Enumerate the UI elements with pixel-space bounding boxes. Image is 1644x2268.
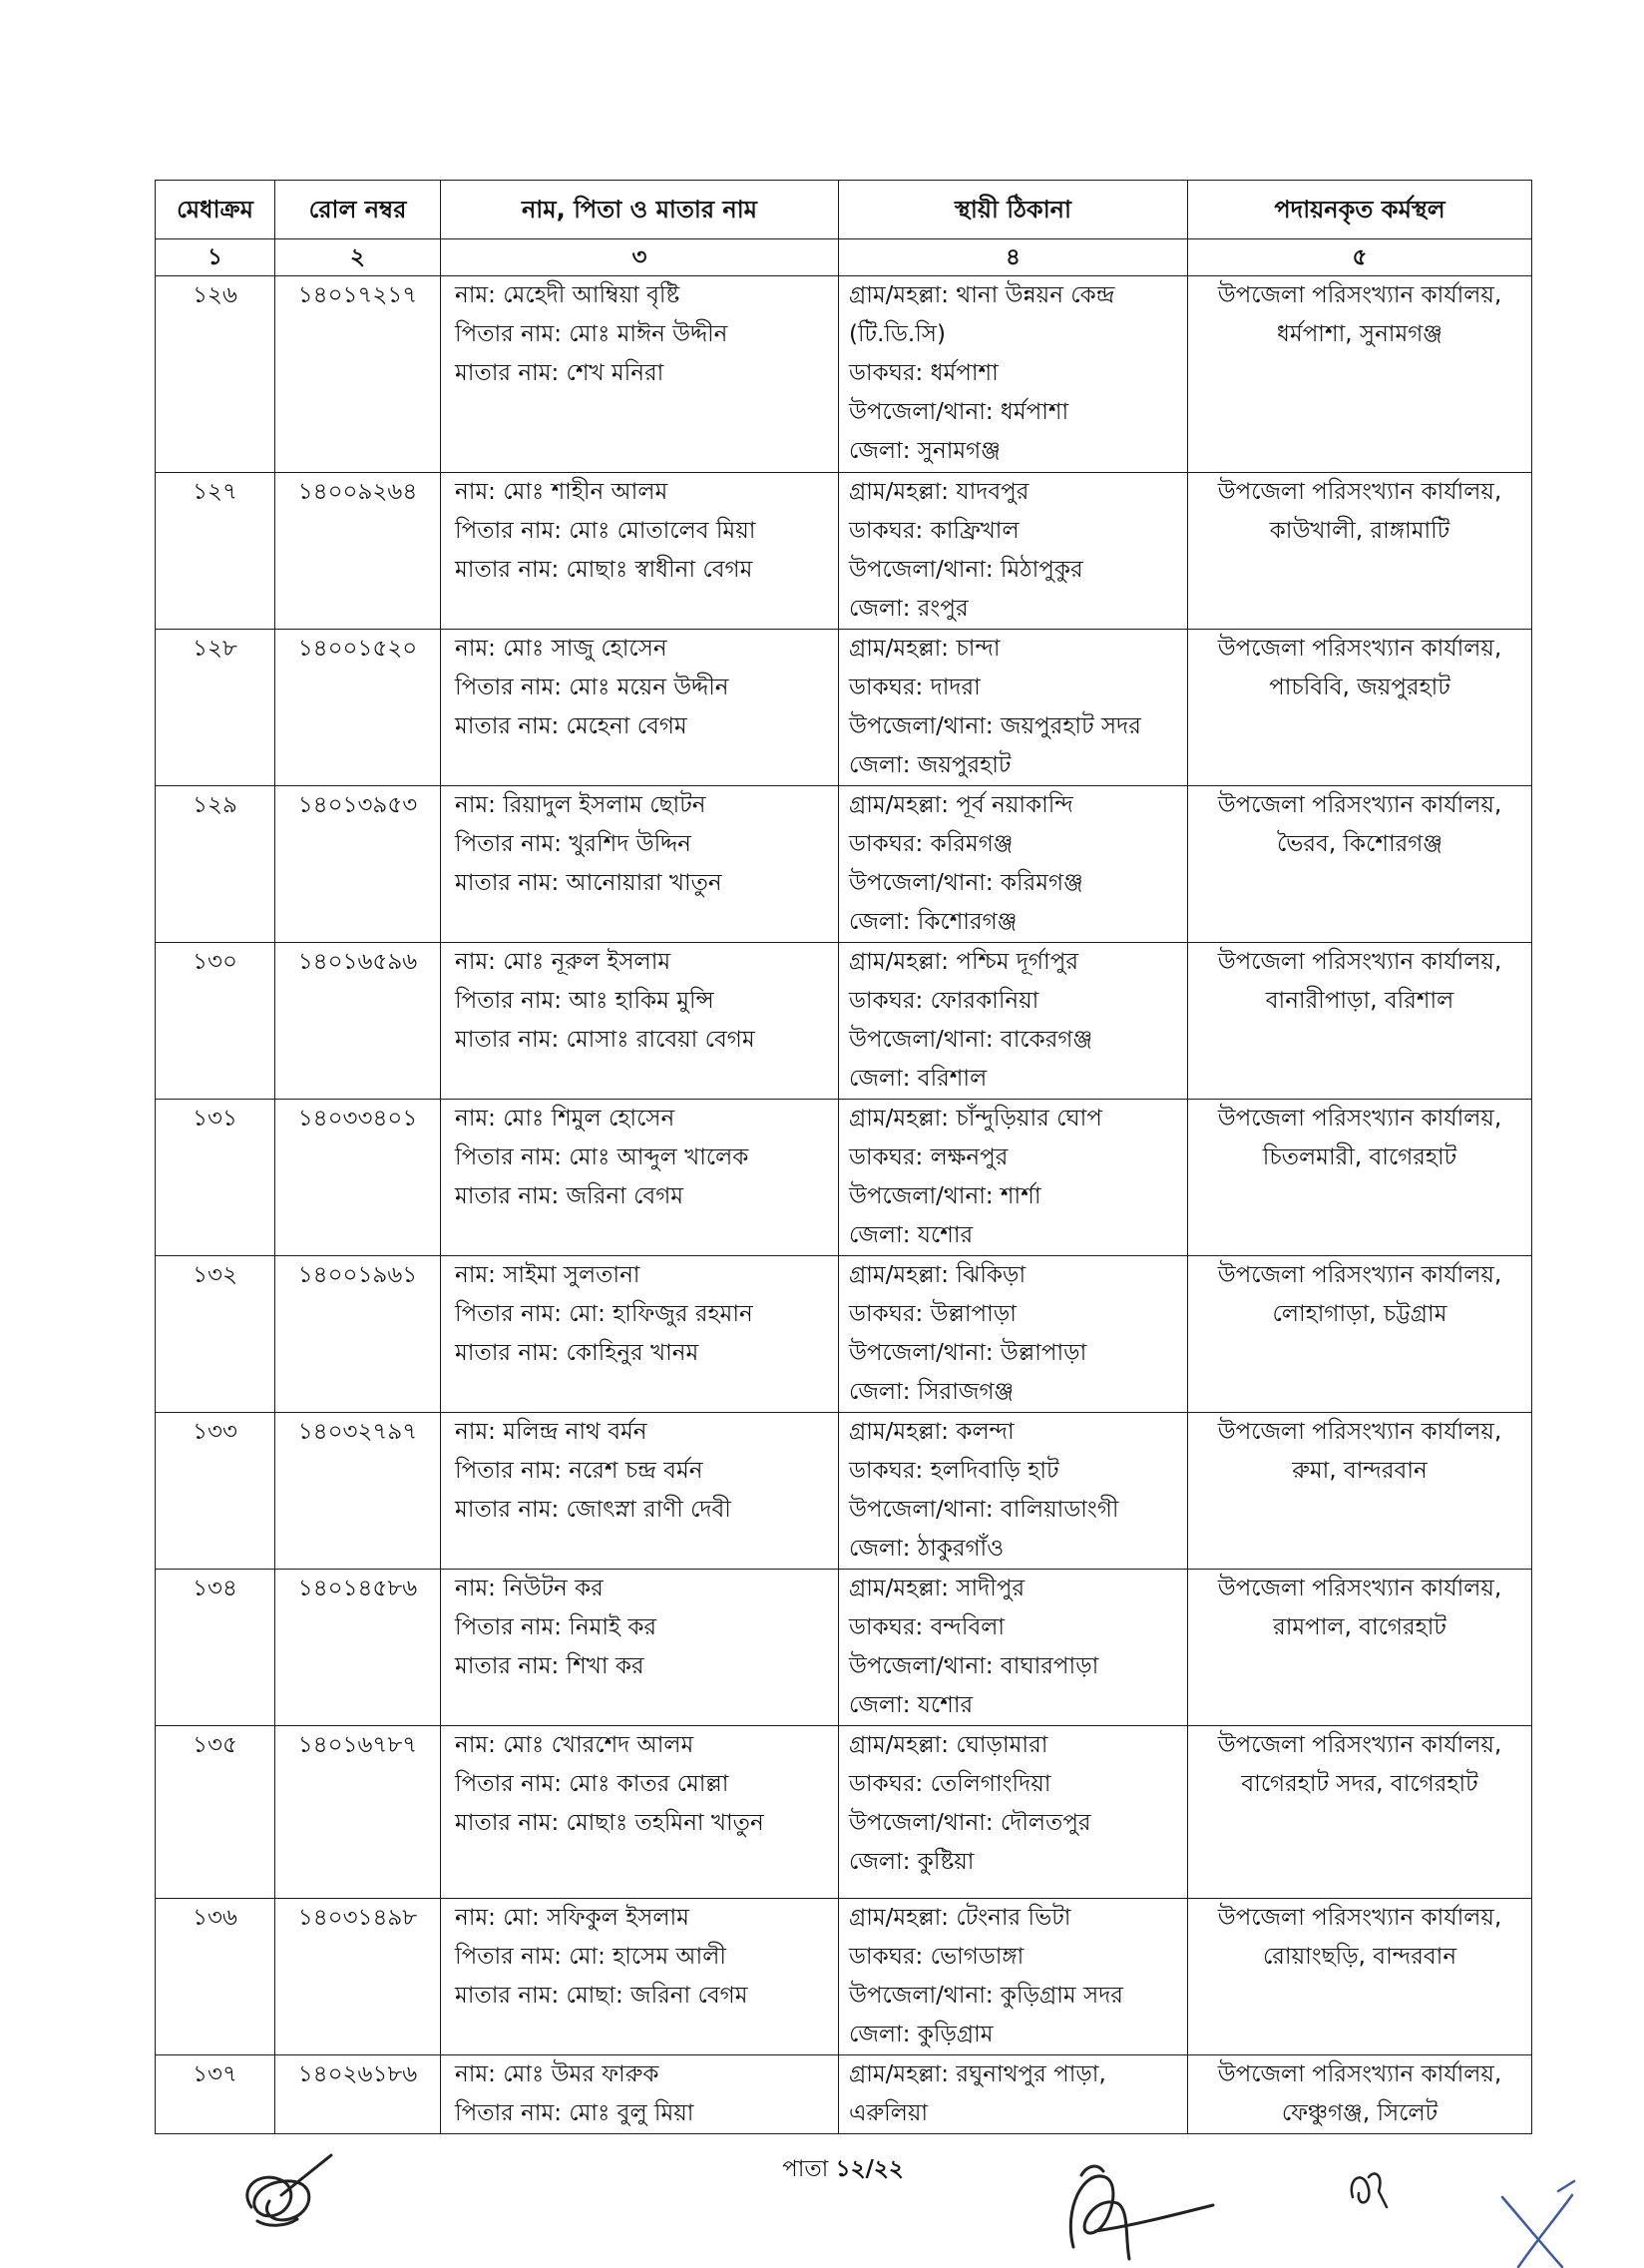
posting-line: লোহাগাড়া, চট্টগ্রাম xyxy=(1272,1301,1447,1327)
table-row xyxy=(156,943,1532,1100)
names-cell xyxy=(441,473,839,630)
merit-cell xyxy=(156,943,275,1100)
mother-name: মাতার নাম: আনোয়ারা খাতুন xyxy=(455,870,722,896)
mother-name: মাতার নাম: মোসাঃ রাবেয়া বেগম xyxy=(455,1027,755,1053)
table-row xyxy=(156,630,1532,786)
posting-cell xyxy=(1188,786,1532,943)
mother-name: মাতার নাম: শেখ মনিরা xyxy=(455,360,664,386)
posting-line: রামপাল, বাগেরহাট xyxy=(1273,1614,1446,1640)
address-cell xyxy=(839,786,1188,943)
mother-name: মাতার নাম: কোহিনুর খানম xyxy=(455,1340,699,1366)
table-row xyxy=(156,1100,1532,1256)
address-line: উপজেলা/থানা: শার্শা xyxy=(849,1183,1041,1209)
address-line: গ্রাম/মহল্লা: যাদবপুর xyxy=(849,479,1029,505)
names-cell xyxy=(441,276,839,473)
merit-cell xyxy=(156,1570,275,1726)
merit-position: ১২৯ xyxy=(193,792,237,818)
roll-number: ১৪০০৯২৬৪ xyxy=(297,479,418,505)
column-number-2: ২ xyxy=(275,239,441,276)
address-line: ডাকঘর: বন্দবিলা xyxy=(849,1614,1006,1640)
father-name: পিতার নাম: নিমাই কর xyxy=(455,1614,657,1640)
merit-cell xyxy=(156,1413,275,1570)
signatures xyxy=(0,2135,1644,2268)
merit-position: ১২৭ xyxy=(193,479,237,505)
posting-cell xyxy=(1188,276,1532,473)
posting-line: উপজেলা পরিসংখ্যান কার্যালয়, xyxy=(1217,636,1502,662)
address-line: ডাকঘর: হলদিবাড়ি হাট xyxy=(849,1458,1059,1484)
mother-name: মাতার নাম: মোছা: জরিনা বেগম xyxy=(455,1983,748,2009)
address-line: গ্রাম/মহল্লা: পূর্ব নয়াকান্দি xyxy=(849,792,1073,818)
roll-number: ১৪০৩২৭৯৭ xyxy=(297,1419,418,1445)
address-line: জেলা: ঠাকুরগাঁও xyxy=(849,1536,1005,1562)
mother-name: মাতার নাম: শিখা কর xyxy=(455,1653,644,1679)
father-name: পিতার নাম: আঃ হাকিম মুন্সি xyxy=(455,988,714,1014)
posting-line: ভৈরব, কিশোরগঞ্জ xyxy=(1276,831,1443,857)
address-line: উপজেলা/থানা: কুড়িগ্রাম সদর xyxy=(849,1983,1123,2009)
address-line: ডাকঘর: ধর্মপাশা xyxy=(849,360,999,386)
posting-cell xyxy=(1188,943,1532,1100)
father-name: পিতার নাম: মোঃ আব্দুল খালেক xyxy=(455,1144,749,1170)
address-line: গ্রাম/মহল্লা: পশ্চিম দূর্গাপুর xyxy=(849,949,1078,975)
address-line: জেলা: যশোর xyxy=(849,1222,974,1248)
candidate-name: নাম: মোঃ শাহীন আলম xyxy=(455,479,668,505)
signature-center xyxy=(1070,2166,1213,2259)
posting-cell xyxy=(1188,1726,1532,1899)
roll-number: ১৪০১৪৫৮৬ xyxy=(297,1576,418,1601)
column-number-3: ৩ xyxy=(441,239,839,276)
table-row xyxy=(156,1256,1532,1413)
posting-cell xyxy=(1188,1570,1532,1726)
father-name: পিতার নাম: খুরশিদ উদ্দিন xyxy=(455,831,691,857)
father-name: পিতার নাম: মো: হাসেম আলী xyxy=(455,1944,726,1970)
posting-line: রোয়াংছড়ি, বান্দরবান xyxy=(1262,1944,1457,1970)
roll-cell xyxy=(275,630,441,786)
address-line: ডাকঘর: ভোগডাঙ্গা xyxy=(849,1944,1025,1970)
table-row xyxy=(156,2055,1532,2134)
roll-cell xyxy=(275,1726,441,1899)
mother-name: মাতার নাম: মোছাঃ স্বাধীনা বেগম xyxy=(455,557,753,583)
posting-cell xyxy=(1188,1413,1532,1570)
father-name: পিতার নাম: মোঃ মাঈন উদ্দীন xyxy=(455,321,728,347)
names-cell xyxy=(441,1413,839,1570)
roll-number: ১৪০১৬৫৯৬ xyxy=(297,949,418,975)
names-cell xyxy=(441,2055,839,2134)
father-name: পিতার নাম: মোঃ মোতালেব মিয়া xyxy=(455,518,756,544)
address-line: উপজেলা/থানা: মিঠাপুকুর xyxy=(849,557,1083,583)
address-line: গ্রাম/মহল্লা: ঘোড়ামারা xyxy=(849,1732,1048,1758)
roll-cell xyxy=(275,1256,441,1413)
merit-cell xyxy=(156,1899,275,2055)
posting-line: উপজেলা পরিসংখ্যান কার্যালয়, xyxy=(1217,479,1502,505)
mother-name: মাতার নাম: মেহেনা বেগম xyxy=(455,713,687,739)
posting-line: বানারীপাড়া, বরিশাল xyxy=(1265,988,1454,1014)
table-row xyxy=(156,1899,1532,2055)
posting-line: পাচবিবি, জয়পুরহাট xyxy=(1269,675,1450,700)
column-number-4: ৪ xyxy=(839,239,1188,276)
merit-position: ১৩৪ xyxy=(193,1576,237,1601)
roll-number: ১৪০৩১৪৯৮ xyxy=(297,1905,418,1931)
address-line: ডাকঘর: তেলিগাংদিয়া xyxy=(849,1771,1051,1797)
merit-cell xyxy=(156,473,275,630)
posting-line: উপজেলা পরিসংখ্যান কার্যালয়, xyxy=(1217,2061,1502,2087)
posting-line: উপজেলা পরিসংখ্যান কার্যালয়, xyxy=(1217,1419,1502,1445)
address-line: উপজেলা/থানা: জয়পুরহাট সদর xyxy=(849,713,1141,739)
address-line: গ্রাম/মহল্লা: রঘুনাথপুর পাড়া, xyxy=(849,2061,1106,2087)
mother-name: মাতার নাম: জরিনা বেগম xyxy=(455,1183,684,1209)
names-cell xyxy=(441,1100,839,1256)
posting-line: উপজেলা পরিসংখ্যান কার্যালয়, xyxy=(1217,1905,1502,1931)
header-merit: মেধাক্রম xyxy=(156,181,275,239)
candidate-name: নাম: মোঃ উমর ফারুক xyxy=(455,2061,659,2087)
father-name: পিতার নাম: মোঃ ময়েন উদ্দীন xyxy=(455,675,729,700)
signature-left xyxy=(247,2155,331,2225)
candidate-name: নাম: মলিন্দ্র নাথ বর্মন xyxy=(455,1419,647,1445)
names-cell xyxy=(441,1899,839,2055)
posting-line: উপজেলা পরিসংখ্যান কার্যালয়, xyxy=(1217,1576,1502,1601)
mother-name: মাতার নাম: জোৎস্না রাণী দেবী xyxy=(455,1497,731,1523)
address-line: গ্রাম/মহল্লা: চাঁন্দুড়িয়ার ঘোপ xyxy=(849,1106,1102,1132)
address-line: ডাকঘর: কাফ্রিখাল xyxy=(849,518,1020,544)
merit-position: ১৩২ xyxy=(193,1262,237,1288)
names-cell xyxy=(441,1256,839,1413)
address-line: (টি.ডি.সি) xyxy=(849,321,946,347)
roll-cell xyxy=(275,943,441,1100)
address-line: জেলা: বরিশাল xyxy=(849,1066,988,1092)
address-line: ডাকঘর: উল্লাপাড়া xyxy=(849,1301,1017,1327)
roll-number: ১৪০০১৯৬১ xyxy=(297,1262,418,1288)
address-line: ডাকঘর: লক্ষনপুর xyxy=(849,1144,1009,1170)
column-number-1: ১ xyxy=(156,239,275,276)
address-line: গ্রাম/মহল্লা: টেংনার ভিটা xyxy=(849,1905,1071,1931)
candidate-name: নাম: মেহেদী আম্বিয়া বৃষ্টি xyxy=(455,282,680,308)
merit-position: ১৩৬ xyxy=(193,1905,237,1931)
address-line: উপজেলা/থানা: বাকেরগঞ্জ xyxy=(849,1027,1093,1053)
posting-line: উপজেলা পরিসংখ্যান কার্যালয়, xyxy=(1217,1262,1502,1288)
posting-line: উপজেলা পরিসংখ্যান কার্যালয়, xyxy=(1217,1106,1502,1132)
address-line: উপজেলা/থানা: দৌলতপুর xyxy=(849,1810,1091,1836)
address-line: উপজেলা/থানা: ধর্মপাশা xyxy=(849,399,1069,425)
signature-right xyxy=(1502,2181,1574,2267)
posting-line: ফেঞ্চুগঞ্জ, সিলেট xyxy=(1281,2100,1438,2126)
posting-line: উপজেলা পরিসংখ্যান কার্যালয়, xyxy=(1217,1732,1502,1758)
roll-cell xyxy=(275,1413,441,1570)
posting-cell xyxy=(1188,2055,1532,2134)
candidate-name: নাম: রিয়াদুল ইসলাম ছোটন xyxy=(455,792,706,818)
names-cell xyxy=(441,1726,839,1899)
candidate-table xyxy=(155,180,1532,2134)
header-names: নাম, পিতা ও মাতার নাম xyxy=(441,181,839,239)
roll-number: ১৪০১৬৭৮৭ xyxy=(297,1732,418,1758)
address-line: ডাকঘর: ফোরকানিয়া xyxy=(849,988,1039,1014)
roll-number: ১৪০১৭২১৭ xyxy=(297,282,418,308)
father-name: পিতার নাম: মোঃ কাতর মোল্লা xyxy=(455,1771,729,1797)
address-line: এরুলিয়া xyxy=(849,2100,929,2126)
address-cell xyxy=(839,1256,1188,1413)
candidate-name: নাম: সাইমা সুলতানা xyxy=(455,1262,640,1288)
address-line: জেলা: জয়পুরহাট xyxy=(849,752,1012,778)
posting-cell xyxy=(1188,1256,1532,1413)
father-name: পিতার নাম: মোঃ বুলু মিয়া xyxy=(455,2100,694,2126)
address-cell xyxy=(839,276,1188,473)
address-cell xyxy=(839,1726,1188,1899)
address-line: গ্রাম/মহল্লা: থানা উন্নয়ন কেন্দ্র xyxy=(849,282,1115,308)
roll-cell xyxy=(275,473,441,630)
address-line: উপজেলা/থানা: করিমগঞ্জ xyxy=(849,870,1083,896)
names-cell xyxy=(441,1570,839,1726)
candidate-name: নাম: নিউটন কর xyxy=(455,1576,604,1601)
merit-cell xyxy=(156,1100,275,1256)
roll-number: ১৪০১৩৯৫৩ xyxy=(297,792,418,818)
merit-position: ১৩৫ xyxy=(193,1732,237,1758)
posting-line: রুমা, বান্দরবান xyxy=(1292,1458,1428,1484)
column-number-5: ৫ xyxy=(1188,239,1532,276)
candidate-name: নাম: মোঃ সাজু হোসেন xyxy=(455,636,667,662)
address-cell xyxy=(839,1570,1188,1726)
merit-cell xyxy=(156,2055,275,2134)
address-cell xyxy=(839,943,1188,1100)
page-label: পাতা xyxy=(782,2156,829,2182)
posting-line: ধর্মপাশা, সুনামগঞ্জ xyxy=(1277,321,1442,347)
header-address: স্থায়ী ঠিকানা xyxy=(839,181,1188,239)
table-row xyxy=(156,1570,1532,1726)
table-row xyxy=(156,1413,1532,1570)
names-cell xyxy=(441,943,839,1100)
candidate-name: নাম: মোঃ শিমুল হোসেন xyxy=(455,1106,675,1132)
roll-cell xyxy=(275,1899,441,2055)
address-line: জেলা: যশোর xyxy=(849,1692,974,1718)
address-cell xyxy=(839,1899,1188,2055)
merit-cell xyxy=(156,786,275,943)
signature-small xyxy=(1352,2173,1387,2207)
address-line: ডাকঘর: দাদরা xyxy=(849,675,981,700)
address-line: উপজেলা/থানা: বাঘারপাড়া xyxy=(849,1653,1099,1679)
posting-line: চিতলমারী, বাগেরহাট xyxy=(1262,1144,1457,1170)
posting-line: উপজেলা পরিসংখ্যান কার্যালয়, xyxy=(1217,949,1502,975)
address-line: গ্রাম/মহল্লা: সাদীপুর xyxy=(849,1576,1026,1601)
address-cell xyxy=(839,1413,1188,1570)
roll-cell xyxy=(275,1570,441,1726)
table-row xyxy=(156,786,1532,943)
address-cell xyxy=(839,473,1188,630)
roll-cell xyxy=(275,786,441,943)
address-line: জেলা: কুষ্টিয়া xyxy=(849,1849,975,1875)
table-row xyxy=(156,1726,1532,1899)
roll-number: ১৪০৩৩৪০১ xyxy=(297,1106,418,1132)
names-cell xyxy=(441,630,839,786)
table-header-row xyxy=(156,181,1532,239)
candidate-name: নাম: মো: সফিকুল ইসলাম xyxy=(455,1905,689,1931)
roll-number: ১৪০২৬১৮৬ xyxy=(297,2061,418,2087)
posting-cell xyxy=(1188,1899,1532,2055)
column-number-row xyxy=(156,239,1532,276)
address-cell xyxy=(839,2055,1188,2134)
roll-cell xyxy=(275,1100,441,1256)
table-row xyxy=(156,276,1532,473)
posting-cell xyxy=(1188,630,1532,786)
merit-position: ১৩১ xyxy=(193,1106,237,1132)
merit-cell xyxy=(156,630,275,786)
merit-position: ১৩০ xyxy=(193,949,237,975)
roll-number: ১৪০০১৫২০ xyxy=(297,636,418,662)
address-cell xyxy=(839,630,1188,786)
header-posting: পদায়নকৃত কর্মস্থল xyxy=(1188,181,1532,239)
address-line: ডাকঘর: করিমগঞ্জ xyxy=(849,831,1014,857)
address-line: জেলা: কিশোরগঞ্জ xyxy=(849,909,1018,935)
page-number: ১২/২২ xyxy=(835,2156,904,2182)
address-line: উপজেলা/থানা: বালিয়াডাংগী xyxy=(849,1497,1119,1523)
address-line: জেলা: কুড়িগ্রাম xyxy=(849,2022,994,2047)
posting-cell xyxy=(1188,1100,1532,1256)
merit-position: ১৩৭ xyxy=(193,2061,237,2087)
merit-position: ১২৮ xyxy=(193,636,237,662)
address-line: গ্রাম/মহল্লা: কলন্দা xyxy=(849,1419,1015,1445)
father-name: পিতার নাম: নরেশ চন্দ্র বর্মন xyxy=(455,1458,703,1484)
roll-cell xyxy=(275,2055,441,2134)
address-line: জেলা: সুনামগঞ্জ xyxy=(849,438,1001,464)
roll-cell xyxy=(275,276,441,473)
address-line: জেলা: রংপুর xyxy=(849,596,969,622)
posting-line: উপজেলা পরিসংখ্যান কার্যালয়, xyxy=(1217,282,1502,308)
posting-line: বাগেরহাট সদর, বাগেরহাট xyxy=(1241,1771,1478,1797)
address-cell xyxy=(839,1100,1188,1256)
merit-position: ১৩৩ xyxy=(193,1419,237,1445)
father-name: পিতার নাম: মো: হাফিজুর রহমান xyxy=(455,1301,753,1327)
merit-cell xyxy=(156,1726,275,1899)
address-line: গ্রাম/মহল্লা: ঝিকিড়া xyxy=(849,1262,1027,1288)
table-row xyxy=(156,473,1532,630)
header-roll: রোল নম্বর xyxy=(275,181,441,239)
table-head xyxy=(156,181,1532,276)
merit-cell xyxy=(156,276,275,473)
merit-position: ১২৬ xyxy=(193,282,237,308)
names-cell xyxy=(441,786,839,943)
posting-line: কাউখালী, রাঙ্গামাটি xyxy=(1269,518,1450,544)
merit-cell xyxy=(156,1256,275,1413)
address-line: গ্রাম/মহল্লা: চান্দা xyxy=(849,636,1001,662)
table-body xyxy=(156,276,1532,2134)
candidate-name: নাম: মোঃ খোরশেদ আলম xyxy=(455,1732,694,1758)
address-line: উপজেলা/থানা: উল্লাপাড়া xyxy=(849,1340,1087,1366)
candidate-name: নাম: মোঃ নূরুল ইসলাম xyxy=(455,949,671,975)
posting-cell xyxy=(1188,473,1532,630)
mother-name: মাতার নাম: মোছাঃ তহমিনা খাতুন xyxy=(455,1810,764,1836)
posting-line: উপজেলা পরিসংখ্যান কার্যালয়, xyxy=(1217,792,1502,818)
address-line: জেলা: সিরাজগঞ্জ xyxy=(849,1379,1015,1405)
